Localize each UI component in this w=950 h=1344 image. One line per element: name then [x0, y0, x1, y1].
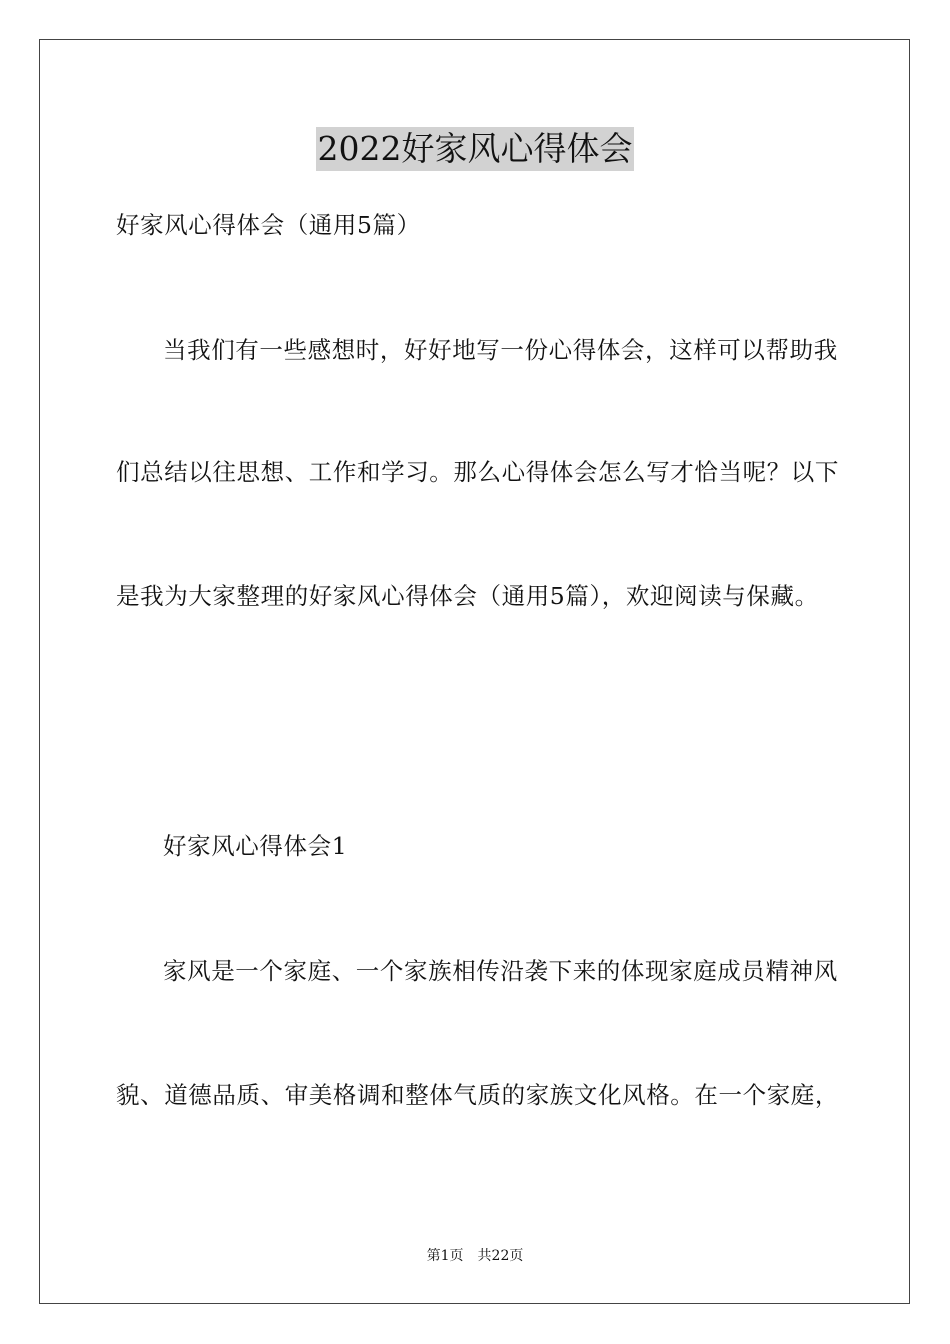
- page-footer: 第1页 共22页: [426, 1248, 524, 1264]
- paragraph2-line2: 貌、道德品质、审美格调和整体气质的家族文化风格。在一个家庭，: [116, 1081, 839, 1109]
- section-heading: 好家风心得体会1: [163, 832, 348, 860]
- paragraph1-line2: 们总结以往思想、工作和学习。那么心得体会怎么写才恰当呢？以下: [116, 458, 839, 486]
- paragraph1-line1: 当我们有一些感想时，好好地写一份心得体会，这样可以帮助我: [163, 336, 838, 364]
- paragraph1-line3: 是我为大家整理的好家风心得体会（通用5篇），欢迎阅读与保藏。: [116, 582, 819, 610]
- document-title: 2022好家风心得体会: [316, 127, 635, 171]
- document-subtitle: 好家风心得体会（通用5篇）: [116, 211, 421, 239]
- title-container: [0, 127, 950, 171]
- paragraph2-line1: 家风是一个家庭、一个家族相传沿袭下来的体现家庭成员精神风: [163, 957, 838, 985]
